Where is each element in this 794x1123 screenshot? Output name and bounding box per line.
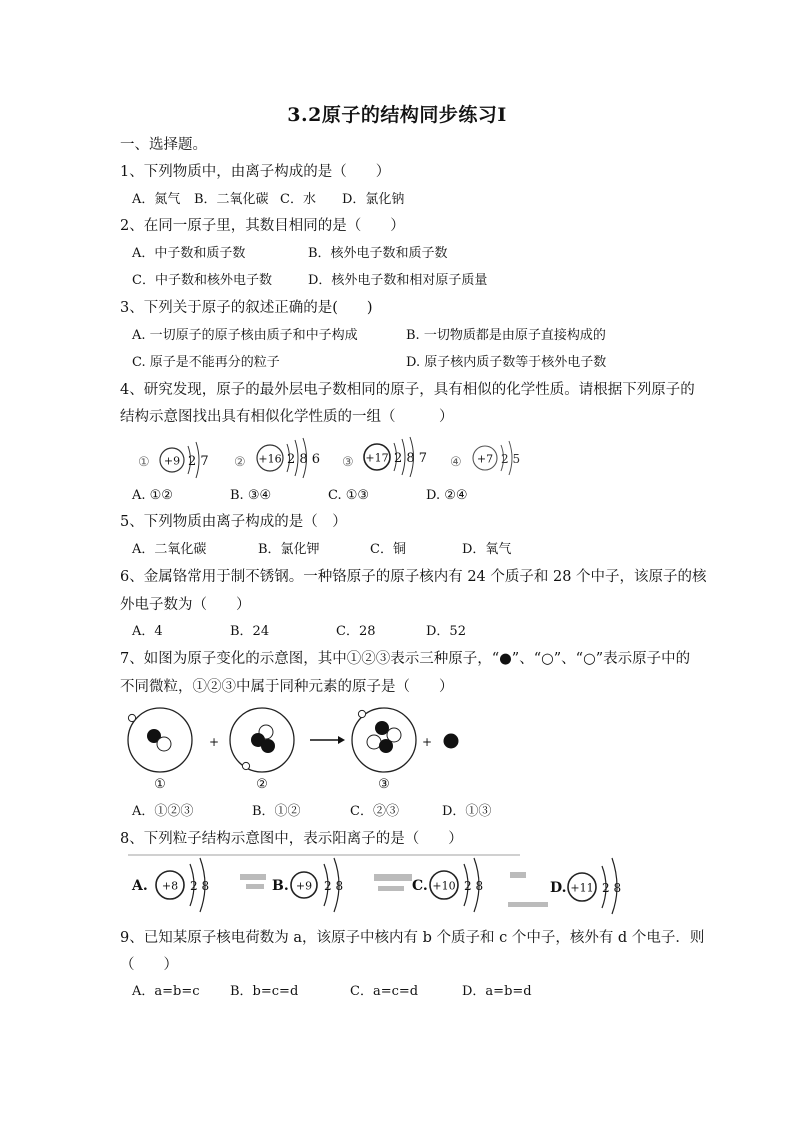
atom-diagram-2 <box>234 438 320 478</box>
ion-diagram-a <box>131 858 209 912</box>
question-2-stem: 2、在同一原子里，其数目相同的是（ ） <box>120 218 405 234</box>
question-4-options <box>132 486 532 506</box>
option-c: C．28 <box>336 624 376 639</box>
option-a: A．4 <box>132 624 163 639</box>
question-4-stem-line1: 4、研究发现，原子的最外层电子数相同的原子，具有相似的化学性质。请根据下列原子的 <box>120 382 695 398</box>
neutron-icon <box>157 737 171 751</box>
question-1-stem: 1、下列物质中，由离子构成的是（ ） <box>120 164 391 180</box>
question-9-stem-line1: 9、已知某原子核电荷数为 a，该原子中核内有 b 个质子和 c 个中子，核外有 d 个电子．则 <box>120 930 705 946</box>
atom-2-figure <box>230 708 294 792</box>
ion-d-shells: 2 8 <box>602 881 622 895</box>
atom-diagram-3 <box>342 437 427 477</box>
option-a: A．①②③ <box>132 804 194 819</box>
question-9-stem-line2: （ ） <box>120 957 178 973</box>
question-5-options <box>132 540 532 560</box>
ion-a-letter: A. <box>132 878 148 894</box>
question-7-stem-line1: 7、如图为原子变化的示意图，其中①②③表示三种原子，“●”、“○”、“○”表示原子中的 <box>120 651 691 667</box>
option-b: B. ③④ <box>230 488 272 503</box>
electron-icon <box>358 710 365 717</box>
option-d: D．核外电子数和相对原子质量 <box>308 273 488 288</box>
atom-4-nucleus: +7 <box>476 452 494 466</box>
option-c: C．中子数和核外电子数 <box>132 273 272 288</box>
option-c: C. 原子是不能再分的粒子 <box>132 355 280 370</box>
ion-d-letter: D. <box>550 880 567 896</box>
section-heading: 一、选择题。 <box>120 137 207 153</box>
ion-diagram-c <box>412 858 483 912</box>
atom-1-label: ① <box>138 455 150 470</box>
proton-icon <box>379 739 393 753</box>
option-a: A．a=b=c <box>132 984 200 999</box>
atom-structure-diagrams <box>130 436 530 480</box>
option-a: A．氮气 <box>132 192 181 207</box>
question-3-stem: 3、下列关于原子的叙述正确的是( ) <box>120 300 373 316</box>
atom-1-shells: 2 7 <box>188 454 209 469</box>
plus-sign: + <box>208 735 220 749</box>
electron-icon <box>242 762 249 769</box>
atom-change-diagram <box>120 702 480 794</box>
question-6-stem-line1: 6、金属铬常用于制不锈钢。一种铬原子的原子核内有 24 个质子和 28 个中子，该原子的核 <box>120 569 707 585</box>
option-b: B．24 <box>230 624 270 639</box>
option-c: C. ①③ <box>328 488 370 503</box>
option-a: A．中子数和质子数 <box>132 246 246 261</box>
option-c: C．a=c=d <box>350 984 419 999</box>
neutron-icon <box>367 735 381 749</box>
question-4-stem-line2: 结构示意图找出具有相似化学性质的一组（ ） <box>120 409 454 425</box>
atom-4-label: ④ <box>450 455 462 470</box>
ion-diagram-b <box>272 858 343 912</box>
question-7-options <box>132 802 532 822</box>
question-2-options-row1 <box>132 244 632 264</box>
option-b: B．核外电子数和质子数 <box>308 246 448 261</box>
option-a: A．二氧化碳 <box>132 542 207 557</box>
question-8-stem: 8、下列粒子结构示意图中，表示阳离子的是（ ） <box>120 831 463 847</box>
question-5-stem: 5、下列物质由离子构成的是（ ） <box>120 514 347 530</box>
option-b: B．氯化钾 <box>258 542 320 557</box>
option-c: C．铜 <box>370 542 406 557</box>
atom-2-shells: 2 8 6 <box>287 452 321 467</box>
atom-3-shells: 2 8 7 <box>394 451 428 466</box>
question-3-options-row2 <box>132 353 672 373</box>
atom-1-figure <box>128 708 192 792</box>
question-1-options <box>132 190 532 210</box>
atom-3-label: ③ <box>342 455 354 470</box>
ion-d-nucleus: +11 <box>570 881 594 895</box>
ion-c-letter: C. <box>412 878 428 894</box>
atom-3-nucleus: +17 <box>365 451 389 465</box>
ion-a-shells: 2 8 <box>190 879 210 893</box>
question-6-stem-line2: 外电子数为（ ） <box>120 597 251 613</box>
ion-b-nucleus: +9 <box>295 879 313 893</box>
option-b: B．二氧化碳 <box>194 192 269 207</box>
option-d: D．氧气 <box>462 542 512 557</box>
option-d: D．①③ <box>442 804 492 819</box>
option-a: A. ①② <box>132 488 173 503</box>
question-2-options-row2 <box>132 271 632 291</box>
electron-icon <box>128 714 135 721</box>
option-b: B．b=c=d <box>230 984 299 999</box>
atom-1-nucleus: +9 <box>163 454 181 468</box>
option-d: D. 原子核内质子数等于核外电子数 <box>406 355 607 370</box>
question-6-options <box>132 622 532 642</box>
atom-diagram-1 <box>138 442 209 478</box>
ion-c-nucleus: +10 <box>432 879 456 893</box>
ion-b-letter: B. <box>272 878 289 894</box>
option-d: D．a=b=d <box>462 984 532 999</box>
atom-4-shells: 2 5 <box>501 452 521 466</box>
ion-c-shells: 2 8 <box>464 879 484 893</box>
option-b: B．①② <box>252 804 301 819</box>
question-3-options-row1 <box>132 326 672 346</box>
option-d: D．52 <box>426 624 466 639</box>
ion-a-nucleus: +8 <box>161 879 179 893</box>
reaction-arrow-icon <box>310 736 345 744</box>
atom-3-label: ③ <box>378 777 390 792</box>
scan-noise-line <box>128 854 520 856</box>
option-c: C．②③ <box>350 804 399 819</box>
option-c: C．水 <box>280 192 316 207</box>
atom-1-label: ① <box>154 777 166 792</box>
atom-2-label: ② <box>256 777 268 792</box>
atom-diagram-4 <box>450 441 520 475</box>
ion-b-shells: 2 8 <box>324 879 344 893</box>
option-d: D. ②④ <box>426 488 468 503</box>
plus-sign: + <box>421 735 433 749</box>
atom-2-label: ② <box>234 455 246 470</box>
proton-icon <box>444 734 459 749</box>
proton-icon <box>261 739 275 753</box>
ion-structure-diagrams <box>128 852 628 918</box>
option-b: B. 一切物质都是由原子直接构成的 <box>406 328 606 343</box>
option-d: D．氯化钠 <box>342 192 405 207</box>
question-7-stem-line2: 不同微粒，①②③中属于同种元素的原子是（ ） <box>120 679 454 695</box>
atom-2-nucleus: +16 <box>258 452 282 466</box>
ion-diagram-d <box>550 858 621 914</box>
atom-3-figure <box>352 708 416 792</box>
question-9-options <box>132 982 552 1002</box>
option-a: A. 一切原子的原子核由质子和中子构成 <box>132 328 358 343</box>
page-title: 3.2原子的结构同步练习Ⅰ <box>287 104 507 126</box>
